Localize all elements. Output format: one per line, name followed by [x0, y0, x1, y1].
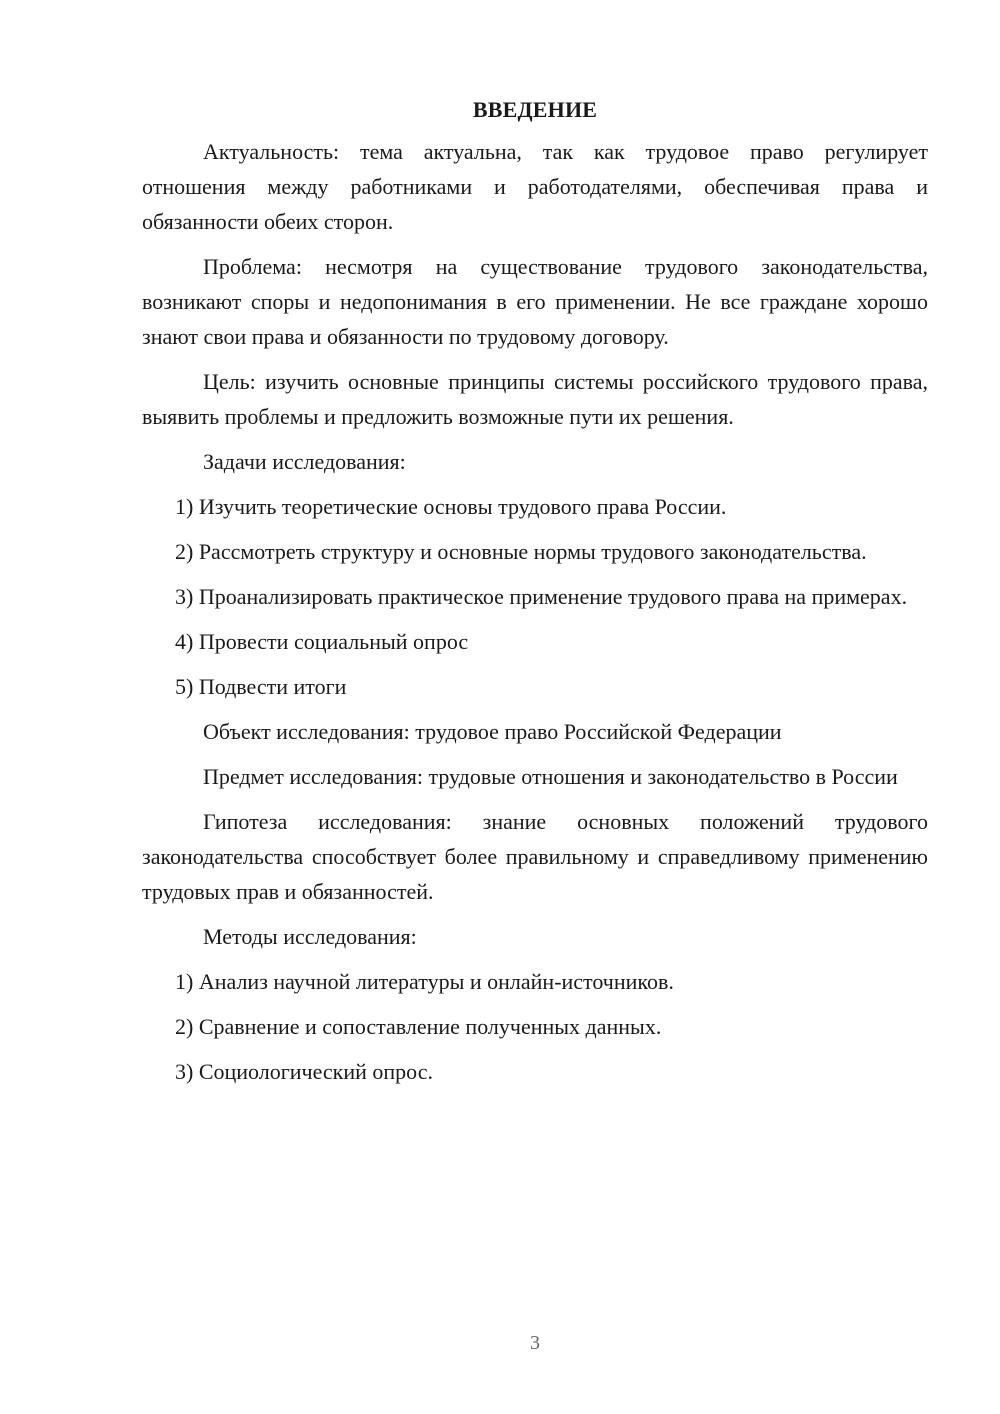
- subject-paragraph: Предмет исследования: трудовые отношения и законодательство в России: [203, 764, 898, 789]
- task-item-2: 2) Рассмотреть структуру и основные нормы трудового законодательства.: [175, 539, 867, 564]
- task-item-4: 4) Провести социальный опрос: [175, 629, 469, 654]
- method-item-3: 3) Социологический опрос.: [175, 1059, 433, 1084]
- goal-paragraph: Цель: изучить основные принципы системы российского трудового права, выявить проблемы и предложить возможные пути их решения.: [142, 369, 928, 429]
- hypothesis-paragraph: Гипотеза исследования: знание основных положений трудового законодательства способствует более правильному и справедливому применению трудовых прав и обязанностей.: [142, 809, 928, 904]
- methods-heading: Методы исследования:: [203, 924, 417, 949]
- tasks-heading: Задачи исследования:: [203, 449, 406, 474]
- task-item-5: 5) Подвести итоги: [175, 674, 347, 699]
- document-page: [142, 92, 928, 1099]
- method-item-2: 2) Сравнение и сопоставление полученных данных.: [175, 1014, 662, 1039]
- object-paragraph: Объект исследования: трудовое право Российской Федерации: [203, 719, 782, 744]
- task-item-3: 3) Проанализировать практическое применение трудового права на примерах.: [175, 584, 908, 609]
- page-number: 3: [530, 1332, 540, 1354]
- section-title: ВВЕДЕНИЕ: [472, 97, 598, 122]
- method-item-1: 1) Анализ научной литературы и онлайн-источников.: [175, 969, 674, 994]
- relevance-paragraph: Актуальность: тема актуальна, так как трудовое право регулирует отношения между работниками и работодателями, обеспечивая права и обязанности обеих сторон.: [142, 139, 928, 234]
- problem-paragraph: Проблема: несмотря на существование трудового законодательства, возникают споры и недопонимания в его применении. Не все граждане хорошо знают свои права и обязанности по трудовому договору.: [142, 254, 928, 349]
- task-item-1: 1) Изучить теоретические основы трудового права России.: [175, 494, 727, 519]
